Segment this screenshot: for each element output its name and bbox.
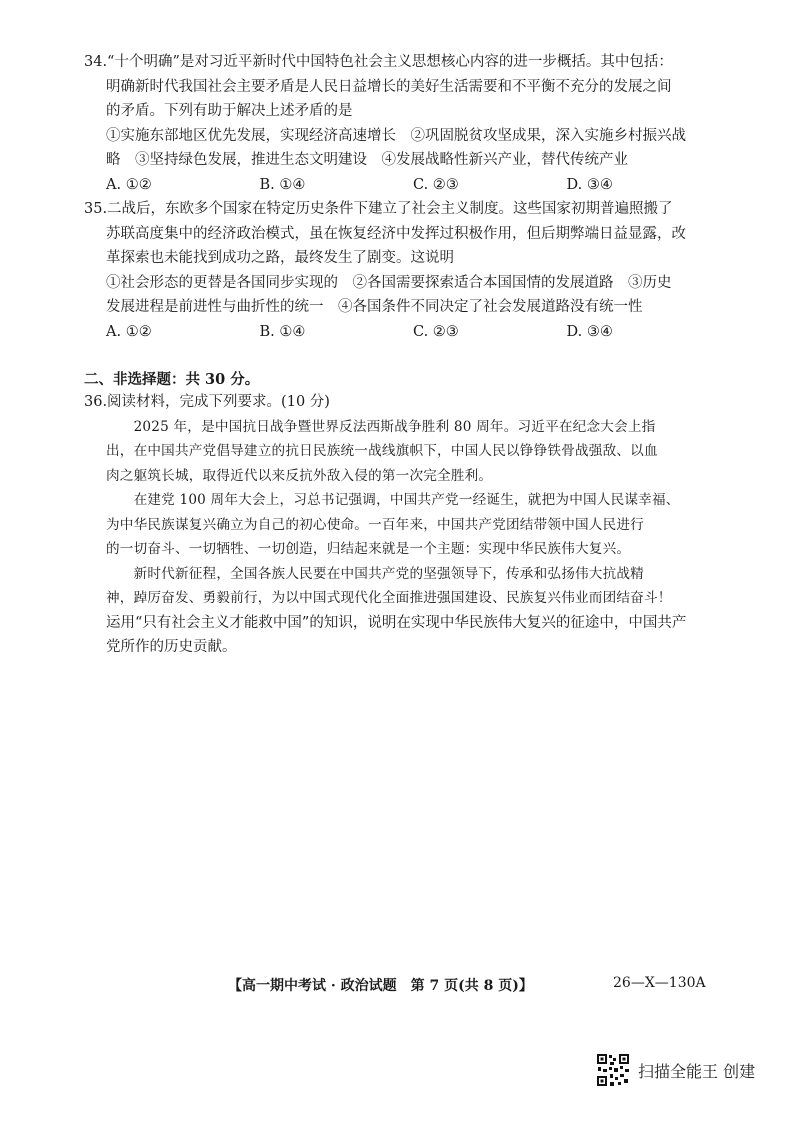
choice-c: C. ②③ [413, 176, 459, 193]
question-34-choices [84, 173, 720, 198]
material-line: 神，踔厉奋发、勇毅前行，为以中国式现代化全面推进强国建设、民族复兴伟业而团结奋斗！ [106, 590, 672, 606]
choice-b: B. ①④ [259, 176, 306, 193]
question-34-line: 34.“十个明确”是对习近平新时代中国特色社会主义思想核心内容的进一步概括。其中包括： [84, 54, 673, 70]
material-line: 肉之躯筑长城，取得近代以来反抗外敌入侵的第一次完全胜利。 [106, 467, 493, 484]
footer-title: 【高一期中考试 · 政治试题 第 7 页(共 8 页)】 [228, 978, 533, 994]
question-34-line: 明确新时代我国社会主要矛盾是人民日益增长的美好生活需要和不平衡不充分的发展之间 [106, 78, 672, 95]
material-line: 为中华民族谋复兴确立为自己的初心使命。一百年来，中国共产党团结带领中国人民进行 [106, 516, 644, 533]
qr-code-icon [596, 1053, 630, 1087]
question-34-line: ①实施东部地区优先发展，实现经济高速增长 ②巩固脱贫攻坚成果，深入实施乡村振兴战 [106, 127, 686, 144]
question-36-requirement: 党所作的历史贡献。 [106, 639, 237, 655]
material-line: 的一切奋斗、一切牺牲、一切创造，归结起来就是一个主题：实现中华民族伟大复兴。 [106, 541, 631, 557]
material-line: 2025 年，是中国抗日战争暨世界反法西斯战争胜利 80 周年。习近平在纪念大会上指 [106, 418, 656, 435]
question-34-line: 略 ③坚持绿色发展，推进生态文明建设 ④发展战略性新兴产业，替代传统产业 [106, 152, 628, 168]
question-36-stem: 36.阅读材料，完成下列要求。(10 分) [84, 394, 330, 410]
footer-code: 26—X—130A [613, 975, 706, 991]
scanner-watermark [596, 1053, 755, 1087]
choice-a: A. ①② [106, 323, 152, 340]
choice-a: A. ①② [106, 176, 152, 193]
question-36 [84, 390, 720, 660]
choice-c: C. ②③ [413, 323, 459, 340]
question-36-requirement: 运用“只有社会主义才能救中国”的知识，说明在实现中华民族伟大复兴的征途中，中国共产 [106, 614, 687, 631]
material-line: 在建党 100 周年大会上，习总书记强调，中国共产党一经诞生，就把为中国人民谋幸福、 [106, 492, 680, 508]
question-35-line: 苏联高度集中的经济政治模式，虽在恢复经济中发挥过积极作用，但后期弊端日益显露，改 [106, 225, 686, 242]
material-line: 新时代新征程，全国各族人民要在中国共产党的坚强领导下，传承和弘扬伟大抗战精 [106, 565, 644, 582]
material-line: 出，在中国共产党倡导建立的抗日民族统一战线旗帜下，中国人民以铮铮铁骨战强敌、以血 [106, 443, 658, 459]
question-35-line: ①社会形态的更替是各国同步实现的 ②各国需要探索适合本国国情的发展道路 ③历史 [106, 274, 672, 291]
question-35-choices [84, 320, 720, 345]
question-35-line: 发展进程是前进性与曲折性的统一 ④各国条件不同决定了社会发展道路没有统一性 [106, 299, 643, 315]
choice-d: D. ③④ [566, 176, 613, 193]
section-heading: 二、非选择题：共 30 分。 [84, 371, 260, 388]
question-34-line: 的矛盾。下列有助于解决上述矛盾的是 [106, 103, 353, 119]
reading-material [84, 415, 720, 611]
question-34 [84, 50, 720, 197]
question-35-line: 35.二战后，东欧多个国家在特定历史条件下建立了社会主义制度。这些国家初期普遍照搬了 [84, 201, 673, 217]
choice-d: D. ③④ [566, 323, 613, 340]
question-35 [84, 197, 720, 344]
question-35-line: 革探索也未能找到成功之路，最终发生了剧变。这说明 [106, 250, 454, 266]
choice-b: B. ①④ [259, 323, 306, 340]
watermark-text: 扫描全能王 创建 [638, 1061, 756, 1081]
